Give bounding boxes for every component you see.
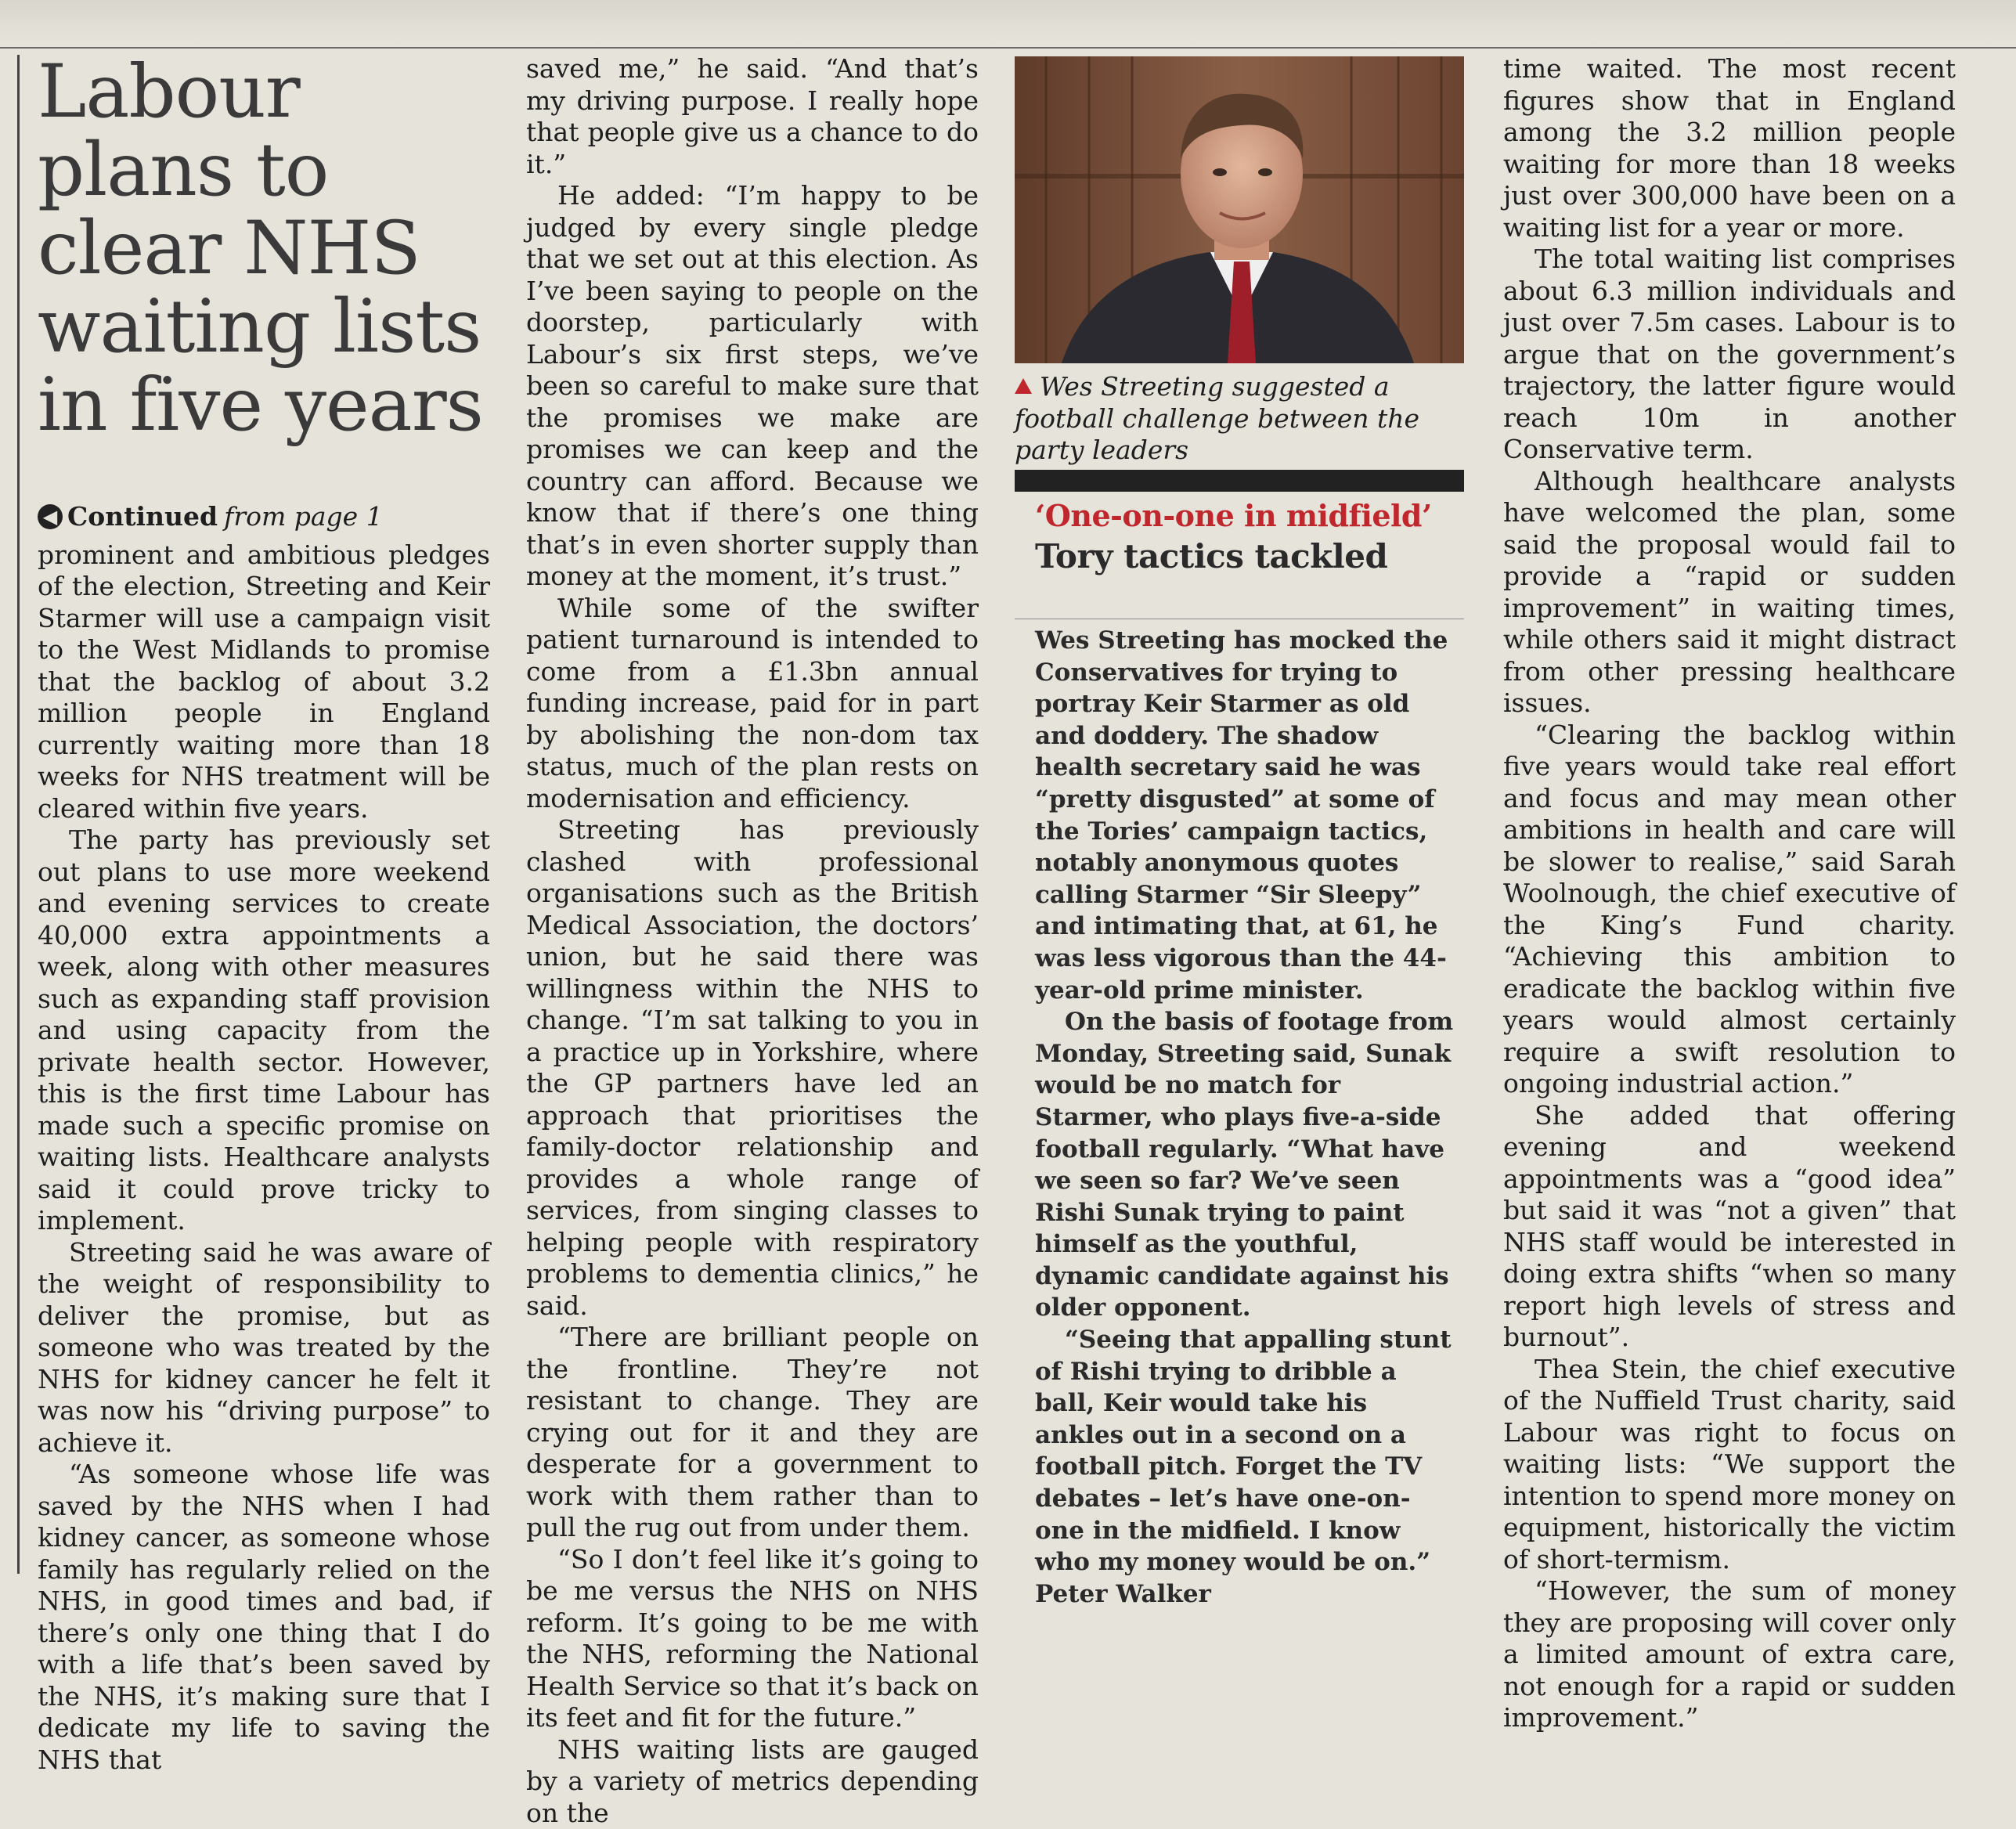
sidebar-kicker: ‘One-on-one in midfield’ [1035,498,1432,533]
sidebar-top-bar [1015,470,1464,492]
article-column-2 [526,53,979,1572]
top-rule [0,47,2016,49]
continued-label: Continued [67,501,218,533]
paragraph: “However, the sum of money they are proposing will cover only a limited amount of extra care, not enough for a rapid or sudden improvement.” [1503,1575,1956,1734]
article-column-4 [1503,53,1956,1572]
portrait-photo [1015,56,1464,363]
portrait-illustration [1015,56,1464,363]
paragraph: “So I don’t feel like it’s going to be me versus the NHS on NHS reform. It’s going to be me with the NHS, reforming the National Health Service so that it’s back on its feet and fit for the future.” [526,1544,979,1734]
continued-line [38,501,490,533]
paragraph: time waited. The most recent figures show that in England among the 3.2 million people waiting for more than 18 weeks just over 300,000 have been on a waiting list for a year or more. [1503,53,1956,244]
paragraph: She added that offering evening and weekend appointments was a “good idea” but said it was “not a given” that NHS staff would be interested in doing extra shifts “when so many report high levels of stress and burnout”. [1503,1100,1956,1354]
arrow-left-icon: ◀ [38,504,63,529]
paragraph: He added: “I’m happy to be judged by every single pledge that we set out at this election. As I’ve been saying to people on the doorstep, particularly with Labour’s six first steps, we’ve been so careful to make sure that the promises we make are promises we can keep and the country can afford. Because we know that if there’s one thing that’s in even shorter supply than money at the moment, it’s trust.” [526,180,979,593]
paragraph: Streeting said he was aware of the weight of responsibility to deliver the promise, but as someone who was treated by the NHS for kidney cancer he felt it was now his “driving purpose” to achieve it. [38,1237,490,1459]
sidebar-paragraph: “Seeing that appalling stunt of Rishi trying to dribble a ball, Keir would take his ankles out in a second on a football pitch. Forget the TV debates – let’s have one-on-one in the midfield. I know who my money would be on.” [1035,1324,1458,1578]
paragraph: The party has previously set out plans to use more weekend and evening services to create 40,000 extra appointments a week, along with other measures such as expanding staff provision and using capacity from the private health sector. However, this is the first time Labour has made such a specific promise on waiting lists. Healthcare analysts said it could prove tricky to implement. [38,824,490,1237]
byline: Peter Walker [1035,1578,1458,1611]
article-column-1 [38,53,490,1572]
paragraph: prominent and ambitious pledges of the election, Streeting and Keir Starmer will use a campaign visit to the West Midlands to promise that the backlog of about 3.2 million people in England currently waiting more than 18 weeks for NHS treatment will be cleared within five years. [38,539,490,825]
sidebar-paragraph: Wes Streeting has mocked the Conservatives for trying to portray Keir Starmer as old and doddery. The shadow health secretary said he was “pretty disgusted” at some of the Tories’ campaign tactics, notably anonymous quotes calling Starmer “Sir Sleepy” and intimating that, at 61, he was less vigorous than the 44-year-old prime minister. [1035,625,1458,1006]
caption-text: Wes Streeting suggested a football challenge between the party leaders [1015,371,1419,465]
photo-caption [1015,371,1469,467]
continued-from: from page 1 [224,501,383,533]
triangle-up-icon [1015,378,1032,394]
headline: Labour plans to clear NHS waiting lists in five years [38,53,490,445]
paragraph: “Clearing the backlog within five years would take real effort and focus and may mean other ambitions in health and care will be slower to realise,” said Sarah Woolnough, the chief executive of the King’s Fund charity. “Achieving this ambition to eradicate the backlog within five years would almost certainly require a swift resolution to ongoing industrial action.” [1503,720,1956,1100]
sidebar-body [1035,625,1458,1610]
sidebar-headline: Tory tactics tackled [1035,537,1387,575]
paragraph: While some of the swifter patient turnaround is intended to come from a £1.3bn annual funding increase, paid for in part by abolishing the non-dom tax status, much of the plan rests on modernisation and efficiency. [526,593,979,815]
paragraph: Although healthcare analysts have welcomed the plan, some said the proposal would fail to provide a “rapid or sudden improvement” in waiting times, while others said it might distract from other pressing healthcare issues. [1503,466,1956,720]
page-top-edge [0,0,2016,45]
left-column-rule [17,55,20,1574]
paragraph: saved me,” he said. “And that’s my driving purpose. I really hope that people give us a chance to do it.” [526,53,979,180]
paragraph: Thea Stein, the chief executive of the Nuffield Trust charity, said Labour was right to focus on waiting lists: “We support the intention to spend more money on equipment, historically the victim of short-termism. [1503,1354,1956,1576]
paragraph: Streeting has previously clashed with professional organisations such as the British Medical Association, the doctors’ union, but he said there was willingness within the NHS to change. “I’m sat talking to you in a practice up in Yorkshire, where the GP partners have led an approach that prioritises the family-doctor relationship and provides a whole range of services, from singing classes to helping people with respiratory problems to dementia clinics,” he said. [526,814,979,1322]
paragraph: The total waiting list comprises about 6.3 million individuals and just over 7.5m cases. Labour is to argue that on the government’s trajectory, the latter figure would reach 10m in another Conservative term. [1503,244,1956,466]
paragraph: “As someone whose life was saved by the NHS when I had kidney cancer, as someone whose family has regularly relied on the NHS, in good times and bad, if there’s only one thing that I do with a life that’s been saved by the NHS, it’s making sure that I dedicate my life to saving the NHS that [38,1459,490,1776]
paragraph: “There are brilliant people on the frontline. They’re not resistant to change. They are crying out for it and they are desperate for a government to work with them rather than to pull the rug out from under them. [526,1322,979,1544]
paragraph: NHS waiting lists are gauged by a variety of metrics depending on the [526,1734,979,1829]
sidebar-paragraph: On the basis of footage from Monday, Streeting said, Sunak would be no match for Starmer, who plays five-a-side football regularly. “What have we seen so far? We’ve seen Rishi Sunak trying to paint himself as the youthful, dynamic candidate against his older opponent. [1035,1006,1458,1324]
